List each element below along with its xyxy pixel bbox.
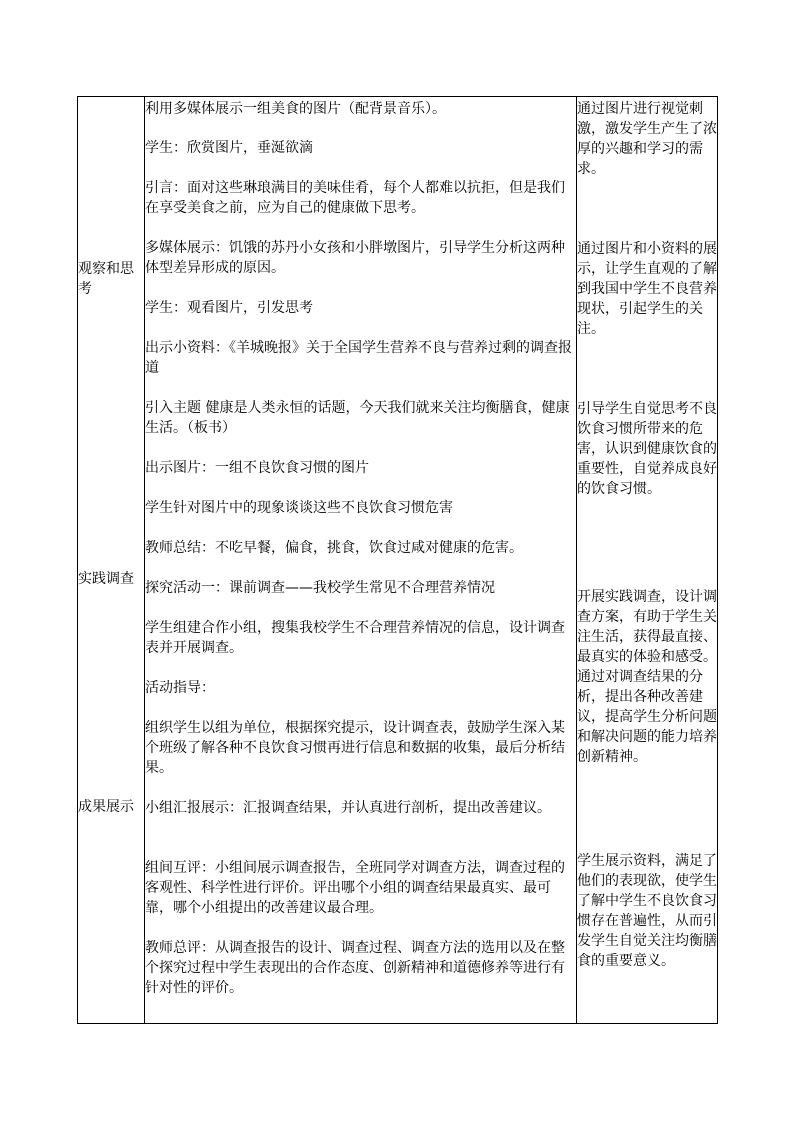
activity-item: 教师总结：不吃早餐，偏食，挑食，饮食过咸对健康的危害。 (145, 540, 523, 556)
intention-text: 通过图片进行视觉刺激，激发学生产生了浓厚的兴趣和学习的需求。 (577, 101, 717, 177)
activity-item: 组织学生以组为单位，根据探究提示，设计调查表，鼓励学生深入某个班级了解各种不良饮食习惯再进行信息和数据的收集，最后分析结果。 (145, 720, 565, 776)
activity-item: 学生：欣赏图片，垂涎欲滴 (145, 140, 313, 156)
lesson-plan-table (77, 96, 718, 1024)
activity-item: 学生：观看图片，引发思考 (145, 300, 313, 316)
activity-item: 出示图片：一组不良饮食习惯的图片 (145, 460, 369, 476)
activity-item: 利用多媒体展示一组美食的图片（配背景音乐）。 (145, 101, 446, 117)
intention-text: 通过图片和小资料的展示，让学生直观的了解到我国中学生不良营养现状，引起学生的关注。 (577, 241, 717, 337)
activity-item: 多媒体展示：饥饿的苏丹小女孩和小胖墩图片，引导学生分析这两种体型差异形成的原因。 (145, 240, 565, 276)
stage-label-practice: 实践调查 (78, 571, 134, 587)
intention-text: 学生展示资料，满足了他们的表现欲，使学生了解中学生不良饮食习惯存在普遍性，从而引发学生自觉关注均衡膳食的重要意义。 (577, 853, 717, 969)
activity-item: 小组汇报展示：汇报调查结果，并认真进行剖析，提出改善建议。 (145, 800, 551, 816)
stage-label-observe: 观察和思考 (78, 261, 134, 297)
activity-item: 教师总评：从调查报告的设计、调查过程、调查方法的选用以及在整个探究过程中学生表现出的合作态度、创新精神和道德修养等进行有针对性的评价。 (145, 940, 565, 996)
stage-label-results: 成果展示 (78, 799, 134, 815)
activity-item: 组间互评：小组间展示调查报告，全班同学对调查方法，调查过程的客观性、科学性进行评价。评出哪个小组的调查结果最真实、最可靠，哪个小组提出的改善建议最合理。 (145, 860, 565, 916)
activity-item: 学生组建合作小组，搜集我校学生不合理营养情况的信息，设计调查表并开展调查。 (145, 620, 565, 656)
intention-text: 引导学生自觉思考不良饮食习惯所带来的危害，认识到健康饮食的重要性，自觉养成良好的饮食习惯。 (577, 401, 717, 497)
activity-item: 引入主题 健康是人类永恒的话题，今天我们就来关注均衡膳食，健康生活。（板书） (145, 400, 570, 436)
activity-item: 探究活动一：课前调查——我校学生常见不合理营养情况 (145, 580, 495, 596)
intention-text: 开展实践调查，设计调查方案，有助于学生关注生活，获得最直接、最真实的体验和感受。通过对调查结果的分析，提出各种改善建议，提高学生分析问题和解决问题的能力培养创新精神。 (577, 589, 717, 765)
activity-item: 出示小资料：《羊城晚报》关于全国学生营养不良与营养过剩的调查报道 (145, 340, 572, 376)
activity-item: 学生针对图片中的现象谈谈这些不良饮食习惯危害 (145, 500, 453, 516)
activity-item: 引言：面对这些琳琅满目的美味佳肴，每个人都难以抗拒，但是我们在享受美食之前，应为自己的健康做下思考。 (145, 180, 565, 216)
activity-item: 活动指导： (145, 680, 215, 696)
